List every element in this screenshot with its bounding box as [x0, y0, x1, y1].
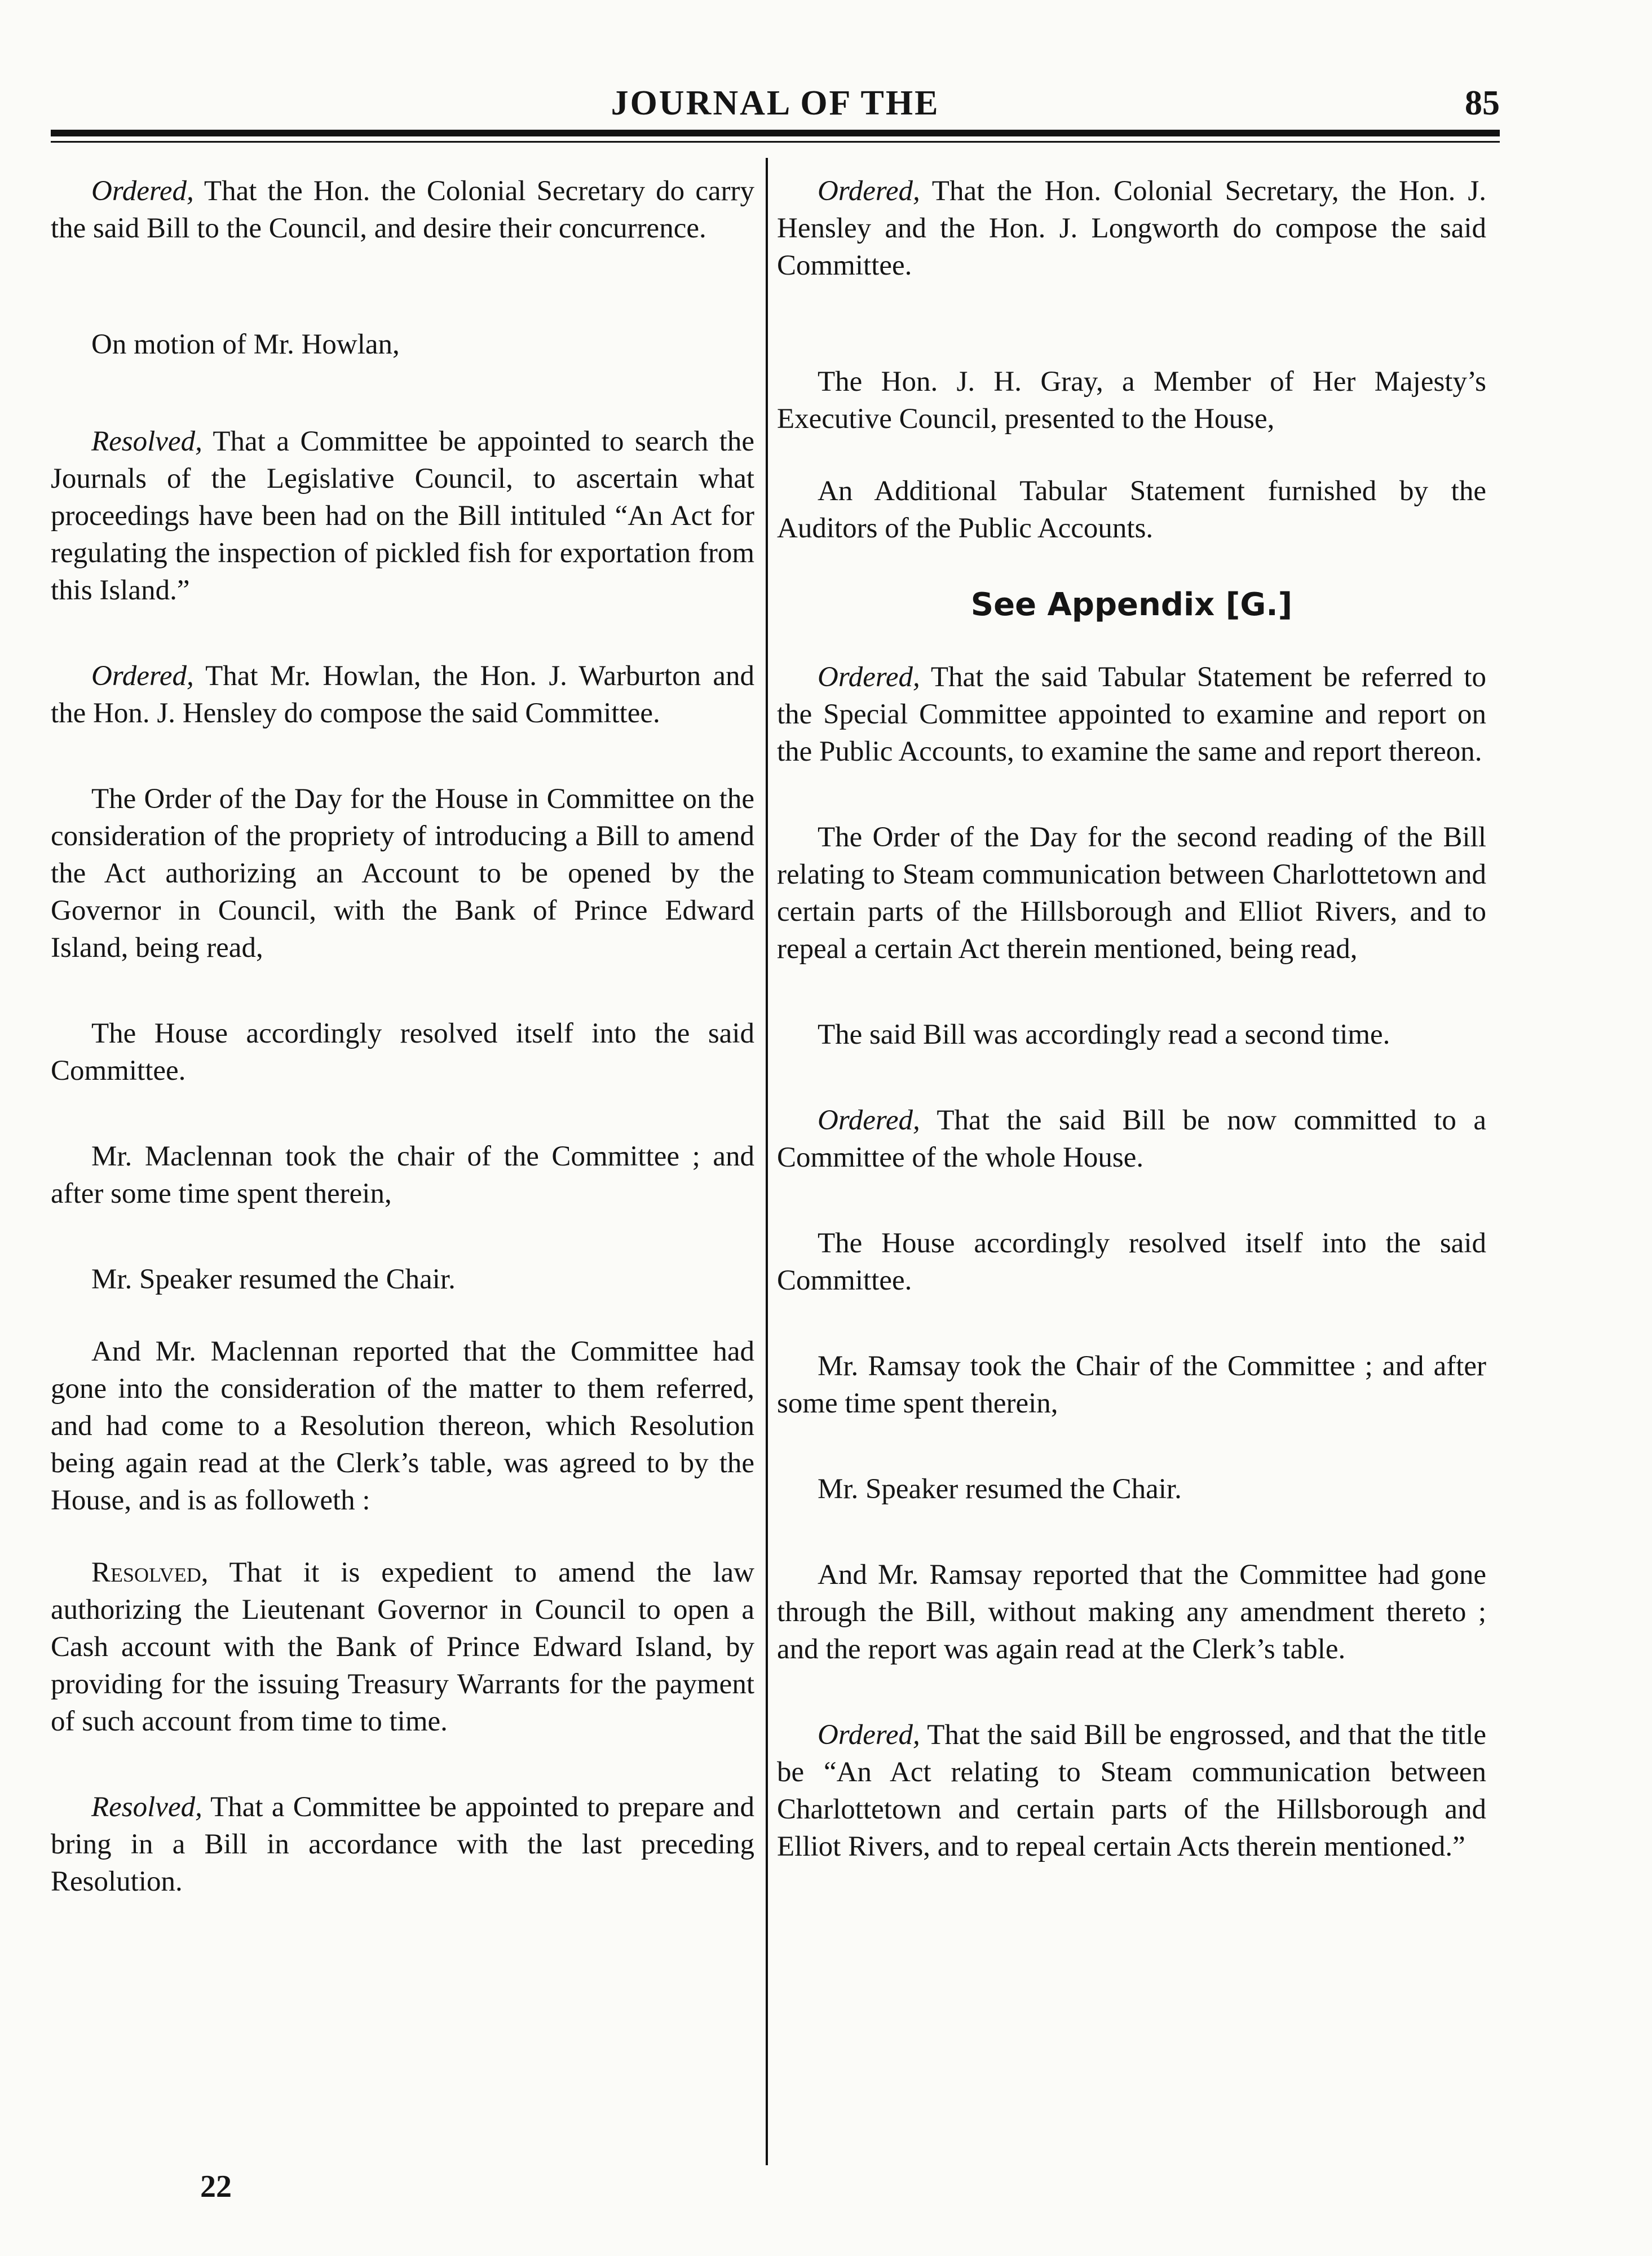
paragraph — [777, 1348, 1486, 1422]
paragraph — [777, 473, 1486, 547]
paragraph-text: Mr. Speaker resumed the Chair. — [818, 1473, 1182, 1505]
paragraph-text: On motion of Mr. Howlan, — [91, 329, 400, 360]
journal-title: JOURNAL OF THE — [611, 84, 940, 122]
header-rule-thick — [51, 130, 1500, 136]
paragraph — [51, 1261, 754, 1298]
paragraph-text: That the said Bill be engrossed, and that the title be “An Act relating to Steam communication between Charlottetown and certain parts of the Hillsborough and Elliot Rivers, and to repeal certain Acts therein mentioned.” — [777, 1719, 1486, 1862]
paragraph-text: The House accordingly resolved itself into the said Committee. — [777, 1228, 1486, 1296]
paragraph — [51, 326, 754, 363]
right-column — [777, 173, 1486, 1865]
paragraph — [51, 657, 754, 732]
paragraph-lead: Ordered, — [818, 175, 920, 207]
paragraph-text: The Order of the Day for the House in Committee on the consideration of the propriety of introducing a Bill to amend the Act authorizing an Account to be opened by the Governor in Council, with the Bank of Prince Edward Island, being read, — [51, 783, 754, 964]
paragraph-text: That the Hon. Colonial Secretary, the Hon. J. Hensley and the Hon. J. Longworth do compose the said Committee. — [777, 175, 1486, 281]
paragraph-lead: Ordered, — [818, 661, 920, 693]
paragraph — [777, 173, 1486, 284]
paragraph-text: The Hon. J. H. Gray, a Member of Her Majesty’s Executive Council, presented to the House, — [777, 366, 1486, 435]
paragraph-text: Mr. Ramsay took the Chair of the Committee ; and after some time spent therein, — [777, 1350, 1486, 1419]
header-rule-thin — [51, 141, 1500, 143]
paragraph-text: That the said Tabular Statement be referred to the Special Committee appointed to examine and report on the Public Accounts, to examine the same and report thereon. — [777, 661, 1486, 767]
paragraph-text: And Mr. Ramsay reported that the Committee had gone through the Bill, without making any amendment thereto ; and the report was again read at the Clerk’s table. — [777, 1559, 1486, 1665]
paragraph — [51, 1015, 754, 1089]
column-divider — [766, 158, 768, 2165]
paragraph — [51, 1138, 754, 1212]
paragraph-lead: Ordered, — [818, 1105, 920, 1136]
paragraph-text: And Mr. Maclennan reported that the Committee had gone into the consideration of the matter to them referred, and had come to a Resolution thereon, which Resolution being again read at the Clerk’s table, was agreed to by the House, and is as followeth : — [51, 1336, 754, 1516]
paragraph — [51, 423, 754, 609]
paragraph-text: The said Bill was accordingly read a second time. — [818, 1019, 1390, 1050]
paragraph-lead: Ordered, — [91, 660, 194, 692]
page-header — [51, 67, 1500, 129]
paragraph — [777, 1016, 1486, 1053]
appendix-note: See Appendix [G.] — [970, 586, 1293, 623]
paragraph-text: That the said Bill be now committed to a Committee of the whole House. — [777, 1105, 1486, 1173]
paragraph-lead: Ordered, — [91, 175, 194, 207]
paragraph-lead: Resolved, — [91, 426, 202, 457]
paragraph-text: Mr. Speaker resumed the Chair. — [91, 1264, 456, 1295]
page-number: 85 — [1465, 84, 1500, 122]
paragraph — [777, 819, 1486, 968]
paragraph-text: That a Committee be appointed to prepare and bring in a Bill in accordance with the last preceding Resolution. — [51, 1791, 754, 1897]
paragraph — [51, 1789, 754, 1900]
paragraph — [51, 1333, 754, 1519]
paragraph — [777, 363, 1486, 438]
paragraph-text: That Mr. Howlan, the Hon. J. Warburton and the Hon. J. Hensley do compose the said Committee. — [51, 660, 754, 729]
paragraph-text: The House accordingly resolved itself into the said Committee. — [51, 1018, 754, 1087]
paragraph — [777, 659, 1486, 770]
signature-mark: 22 — [200, 2169, 232, 2204]
paragraph-lead: Ordered, — [818, 1719, 920, 1751]
paragraph-text: That a Committee be appointed to search the Journals of the Legislative Council, to ascertain what proceedings have been had on the Bill intituled “An Act for regulating the inspection of pickled fish for exportation from this Island.” — [51, 426, 754, 606]
paragraph-text: That it is expedient to amend the law authorizing the Lieutenant Governor in Council to open a Cash account with the Bank of Prince Edward Island, by providing for the issuing Treasury Warrants for the payment of such account from time to time. — [51, 1557, 754, 1737]
paragraph — [51, 780, 754, 966]
paragraph — [777, 1471, 1486, 1508]
left-column — [51, 173, 754, 1900]
paragraph-text: Mr. Maclennan took the chair of the Committee ; and after some time spent therein, — [51, 1141, 754, 1209]
paragraph-text: An Additional Tabular Statement furnished by the Auditors of the Public Accounts. — [777, 475, 1486, 544]
paragraph-lead: Resolved, — [91, 1557, 209, 1588]
paragraph — [777, 1716, 1486, 1865]
paragraph-lead: Resolved, — [91, 1791, 202, 1823]
paragraph — [51, 1554, 754, 1740]
paragraph — [777, 1102, 1486, 1176]
paragraph — [777, 1225, 1486, 1299]
paragraph — [51, 173, 754, 247]
paragraph — [777, 1556, 1486, 1668]
paragraph-text: That the Hon. the Colonial Secretary do carry the said Bill to the Council, and desire their concurrence. — [51, 175, 754, 244]
paragraph-text: The Order of the Day for the second reading of the Bill relating to Steam communication between Charlottetown and certain parts of the Hillsborough and Elliot Rivers, and to repeal a certain Act therein mentioned, being read, — [777, 822, 1486, 965]
